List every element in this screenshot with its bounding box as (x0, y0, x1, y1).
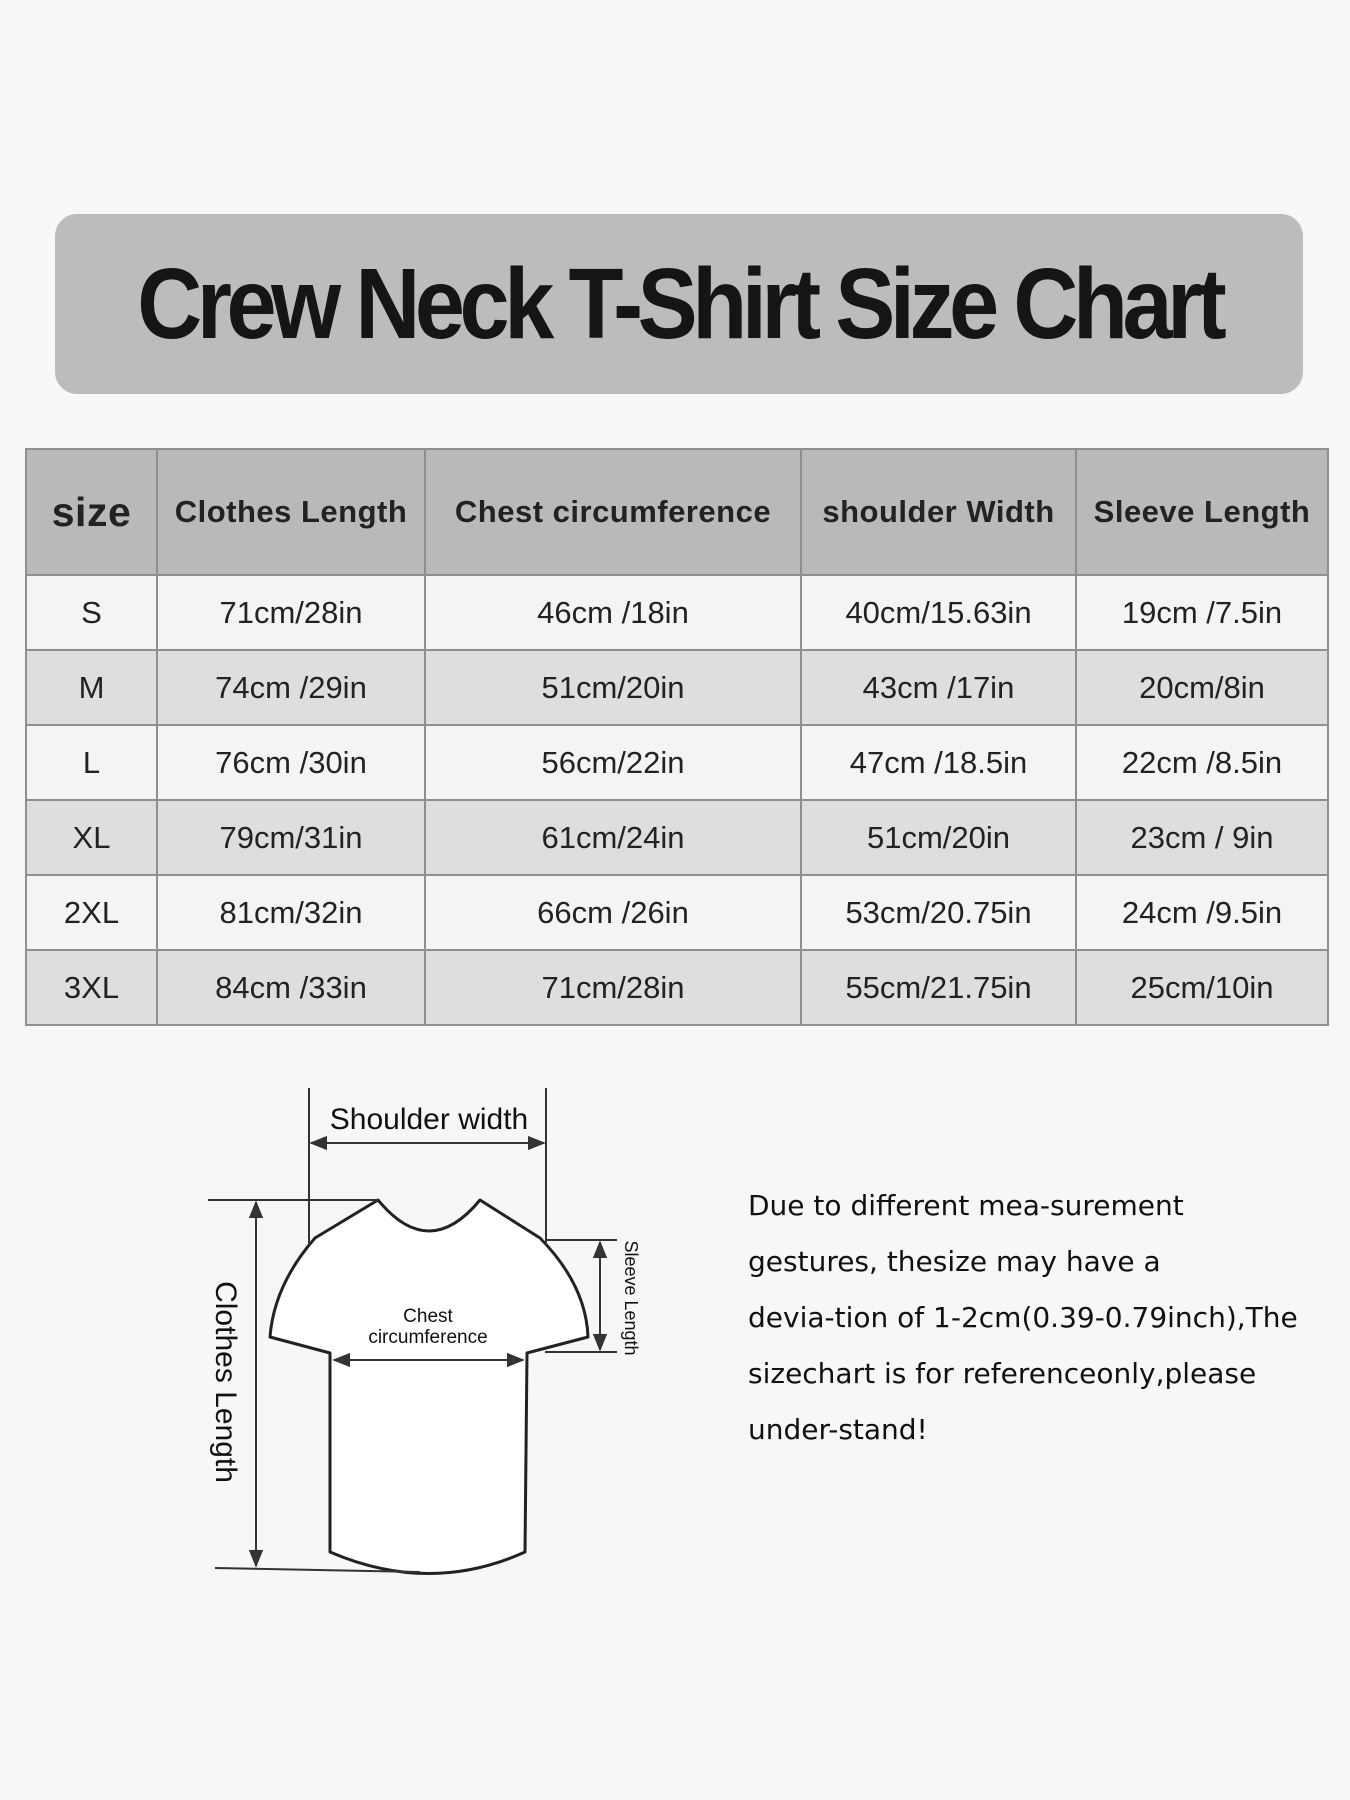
sleeve-length-label: Sleeve Length (621, 1240, 641, 1356)
cell-size: 2XL (26, 875, 157, 950)
header-shoulder-width: shoulder Width (801, 449, 1076, 575)
measurement-note (748, 1178, 1308, 1458)
header-size: size (26, 449, 157, 575)
page-title: Crew Neck T-Shirt Size Chart (136, 247, 1222, 360)
cell-chest: 46cm /18in (425, 575, 801, 650)
cell-chest: 66cm /26in (425, 875, 801, 950)
cell-shoulder: 47cm /18.5in (801, 725, 1076, 800)
header-sleeve-length: Sleeve Length (1076, 449, 1328, 575)
tshirt-outline (270, 1200, 588, 1574)
cell-sleeve: 19cm /7.5in (1076, 575, 1328, 650)
cell-sleeve: 25cm/10in (1076, 950, 1328, 1025)
cell-clothes-length: 79cm/31in (157, 800, 425, 875)
chest-label-line1: Chest (403, 1306, 453, 1327)
cell-clothes-length: 71cm/28in (157, 575, 425, 650)
cell-chest: 51cm/20in (425, 650, 801, 725)
cell-size: S (26, 575, 157, 650)
note-line: devia-tion of 1-2cm(0.39-0.79inch),The (748, 1301, 1298, 1334)
note-line: Due to different mea-surement (748, 1189, 1184, 1222)
cell-clothes-length: 76cm /30in (157, 725, 425, 800)
header-clothes-length: Clothes Length (157, 449, 425, 575)
cell-sleeve: 24cm /9.5in (1076, 875, 1328, 950)
chest-label-line2: circumference (368, 1327, 488, 1348)
cell-shoulder: 43cm /17in (801, 650, 1076, 725)
note-line: sizechart is for referenceonly,please (748, 1357, 1257, 1390)
cell-sleeve: 22cm /8.5in (1076, 725, 1328, 800)
cell-size: M (26, 650, 157, 725)
cell-shoulder: 51cm/20in (801, 800, 1076, 875)
cell-shoulder: 53cm/20.75in (801, 875, 1076, 950)
note-line: gestures, thesize may have a (748, 1245, 1161, 1278)
cell-clothes-length: 81cm/32in (157, 875, 425, 950)
shoulder-width-label: Shoulder width (329, 1103, 529, 1136)
clothes-length-label: Clothes Length (209, 1281, 242, 1483)
cell-size: L (26, 725, 157, 800)
cell-shoulder: 55cm/21.75in (801, 950, 1076, 1025)
cell-chest: 56cm/22in (425, 725, 801, 800)
cell-size: XL (26, 800, 157, 875)
cell-sleeve: 23cm / 9in (1076, 800, 1328, 875)
note-line: under-stand! (748, 1413, 928, 1446)
cell-chest: 71cm/28in (425, 950, 801, 1025)
cell-chest: 61cm/24in (425, 800, 801, 875)
cell-clothes-length: 84cm /33in (157, 950, 425, 1025)
cell-clothes-length: 74cm /29in (157, 650, 425, 725)
cell-size: 3XL (26, 950, 157, 1025)
cell-shoulder: 40cm/15.63in (801, 575, 1076, 650)
header-chest-circumference: Chest circumference (425, 449, 801, 575)
cell-sleeve: 20cm/8in (1076, 650, 1328, 725)
